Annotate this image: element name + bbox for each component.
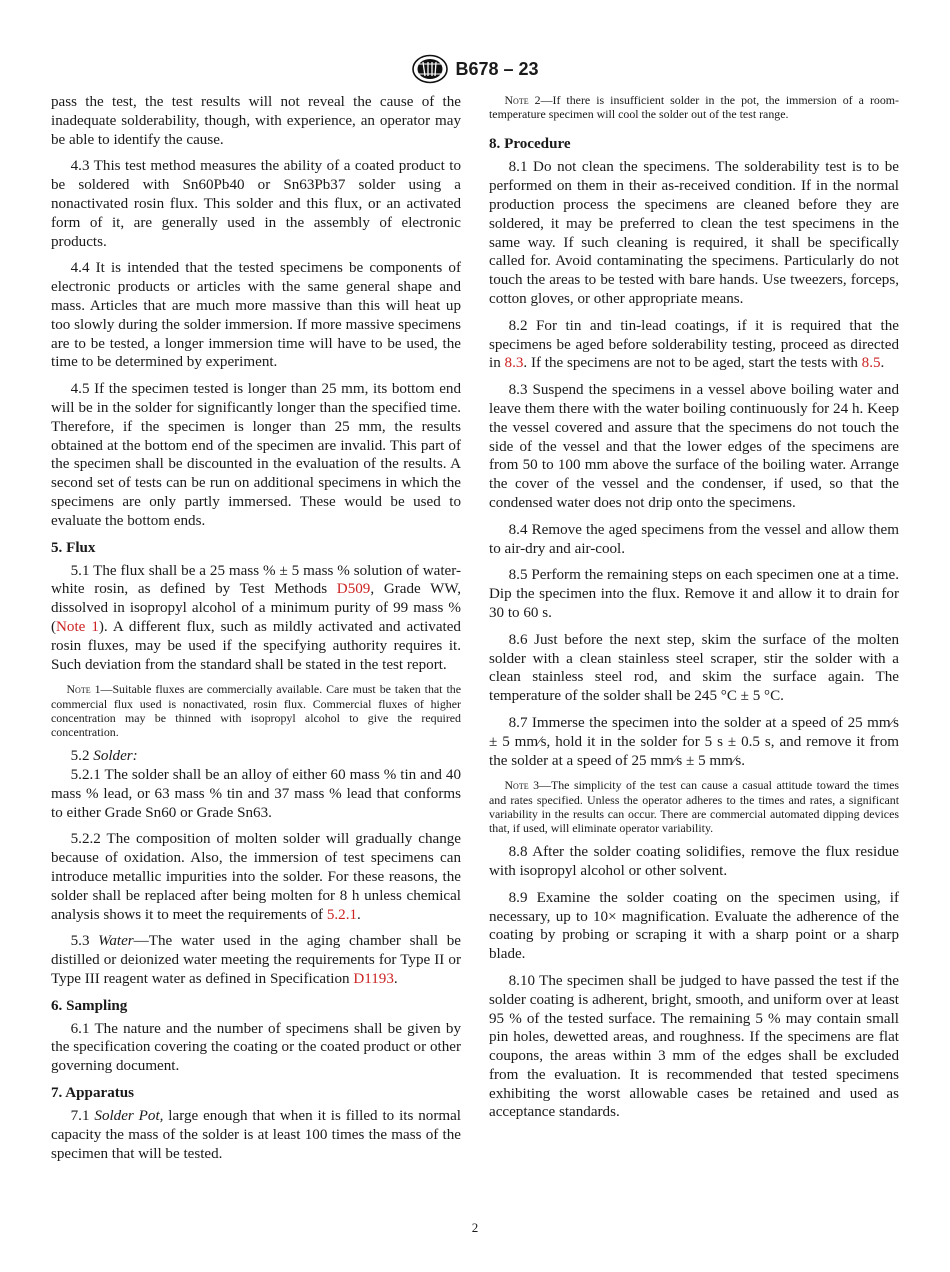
paragraph-5-2-1: 5.2.1 The solder shall be an alloy of either 60 mass % tin and 40 mass % lead, or 63 mass % tin and 37 mass % lead that conforms to either Grade Sn60 or Grade Sn63. [51,766,461,821]
section-heading-apparatus: 7. Apparatus [51,1085,135,1102]
ref-link-d509[interactable]: D509 [336,581,371,598]
paragraph-6-1: 6.1 The nature and the number of specimens shall be given by the specification covering the coating or the coated product or other governing document. [51,1020,461,1075]
paragraph-8-5: 8.5 Perform the remaining steps on each specimen one at a time. Dip the specimen into the flux. Remove it and allow it to drain for 30 to 60 s. [489,567,899,621]
paragraph-7-1: 7.1 Solder Pot, large enough that when it is filled to its normal capacity the mass of the solder is at least 100 times the mass of the specimen that will be tested. [51,1108,462,1162]
note-2: Note 2—If there is insufficient solder in the pot, the immersion of a room-temperature specimen will cool the solder out of the test range. [489,93,900,122]
section-heading-sampling: 6. Sampling [51,997,128,1014]
paragraph-4-5: 4.5 If the specimen tested is longer than 25 mm, its bottom end will be in the solder for significantly longer than the specified time. Therefore, if the specimen is longer than 25 mm, the results obtained at the bottom end of the specimen are invalid. This part of the specimen shall be discounted in the evaluation of the results. A second set of tests can be run on additional specimens in which the specimens are only partly immersed. These would be used to evaluate the bottom ends. [51,381,461,529]
paragraph-continued: pass the test, the test results will not reveal the cause of the inadequate solderability, though, with experience, an operator may be able to identify the cause. [51,94,461,148]
paragraph-8-10: 8.10 The specimen shall be judged to have passed the test if the solder coating is adherent, bright, smooth, and uniform over at least 95 % of the tested surface. The remaining 5 % may contain small pin holes, dewetted areas, and roughness. If the specimens are flat coupons, the areas within 3 mm of the edges shall be excluded from the evaluation. It is recommended that tested specimens exhibiting the worst allowable cases be retained and used as acceptance standards. [489,972,899,1121]
paragraph-8-6: 8.6 Just before the next step, skim the surface of the molten solder with a clean stainless steel scraper, stir the solder with a clean stainless steel rod, and skim the surface again. The temperature of the solder shall be 245 °C ± 5 °C. [489,631,899,705]
section-heading-flux: 5. Flux [51,539,96,556]
page-header [0,54,950,89]
right-column [489,93,899,1130]
paragraph-5-3: 5.3 Water—The water used in the aging chamber shall be distilled or deionized water meeting the requirements for Type II or Type III reagent water as defined in Specification D1193. [51,933,462,987]
section-heading-procedure: 8. Procedure [489,136,571,153]
paragraph-5-2-2: 5.2.2 The composition of molten solder will gradually change because of oxidation. Also, the immersion of test specimens can introduce metallic impurities into the solder. For these reasons, the solder shall be replaced after being molten for 8 h unless chemical analysis shows it to meet the requirements of 5.2.1. [51,831,461,923]
astm-logo-icon [411,54,449,84]
paragraph-8-1: 8.1 Do not clean the specimens. The solderability test is to be performed on them in their as-received condition. If in the normal production process the specimens are cleaned before they are soldered, it may be preferred to clean the test specimens in the same way. If such cleaning is required, it shall be specifically called for. Avoid contaminating the specimens. Particularly do not touch the areas to be tested with bare hands. Use tweezers, forceps, cotton gloves, or other appropriate means. [489,159,899,307]
standard-designation: B678 – 23 [455,58,539,79]
ref-link-note1[interactable]: Note 1 [56,618,99,635]
note-3: Note 3—The simplicity of the test can cause a casual attitude toward the times and rates specified. Unless the operator adheres to the times and rates, a significant variability in the results can occur. There are commercial automated dipping devices that, if used, will eliminate operator variability. [489,778,899,835]
paragraph-8-4: 8.4 Remove the aged specimens from the vessel and allow them to air-dry and air-cool. [489,521,899,557]
paragraph-4-4: 4.4 It is intended that the tested specimens be components of electronic products or articles with the same general shape and mass. Articles that are much more massive than this will heat up too slowly during the solder immersion. If more massive specimens are to be tested, a longer immersion time will have to be used, the time to be determined by experiment. [51,260,461,371]
note-1: Note 1—Suitable fluxes are commercially available. Care must be taken that the commercial flux used is nonactivated, rosin flux. Commercial fluxes of higher concentration may be thinned with isopropyl alcohol to give the required concentration. [51,682,461,739]
paragraph-5-1: 5.1 The flux shall be a 25 mass % ± 5 mass % solution of water-white rosin, as defined by Test Methods D509, Grade WW, dissolved in isopropyl alcohol of a minimum purity of 99 mass % (Note 1). A different flux, such as mildly activated and activated rosin fluxes, may be used if the specifying authority requires it. Such deviation from the standard shall be stated in the test report. [51,562,461,673]
ref-link-5-2-1[interactable]: 5.2.1 [326,906,358,923]
paragraph-8-2: 8.2 For tin and tin-lead coatings, if it is required that the specimens be aged before solderability testing, proceed as directed in 8.3. If the specimens are not to be aged, start the tests with 8.5. [489,317,899,372]
ref-link-d1193[interactable]: D1193 [353,970,394,987]
paragraph-5-2: 5.2 Solder: [70,748,138,765]
page-number: 2 [471,1220,479,1235]
left-column [51,93,461,1171]
ref-link-8-5[interactable]: 8.5 [861,355,881,372]
paragraph-4-3: 4.3 This test method measures the ability of a coated product to be soldered with Sn60Pb40 or Sn63Pb37 solder using a nonactivated rosin flux. This solder and this flux, or an activated form of it, are generally used in the assembly of electronic products. [51,158,461,250]
paragraph-8-9: 8.9 Examine the solder coating on the specimen using, if necessary, up to 10× magnification. Evaluate the adherence of the coating by probing or scraping it with a sharp point or a sharp blade. [489,889,899,963]
paragraph-8-8: 8.8 After the solder coating solidifies, remove the flux residue with isopropyl alcohol or other solvent. [489,844,899,879]
ref-link-8-3[interactable]: 8.3 [504,355,524,372]
paragraph-8-7: 8.7 Immerse the specimen into the solder at a speed of 25 mm⁄s ± 5 mm⁄s, hold it in the solder for 5 s ± 0.5 s, and remove it from the solder at a speed of 25 mm⁄s ± 5 mm⁄s. [489,714,899,769]
paragraph-8-3: 8.3 Suspend the specimens in a vessel above boiling water and leave them there with the water boiling continuously for 24 h. Keep the vessel covered and assure that the specimens do not touch the side of the vessel and that the lower edges of the specimens are from 50 to 100 mm above the surface of the boiling water. Arrange the cover of the vessel and the condenser, if used, so that the condensed water does not drip onto the specimens. [489,382,899,511]
